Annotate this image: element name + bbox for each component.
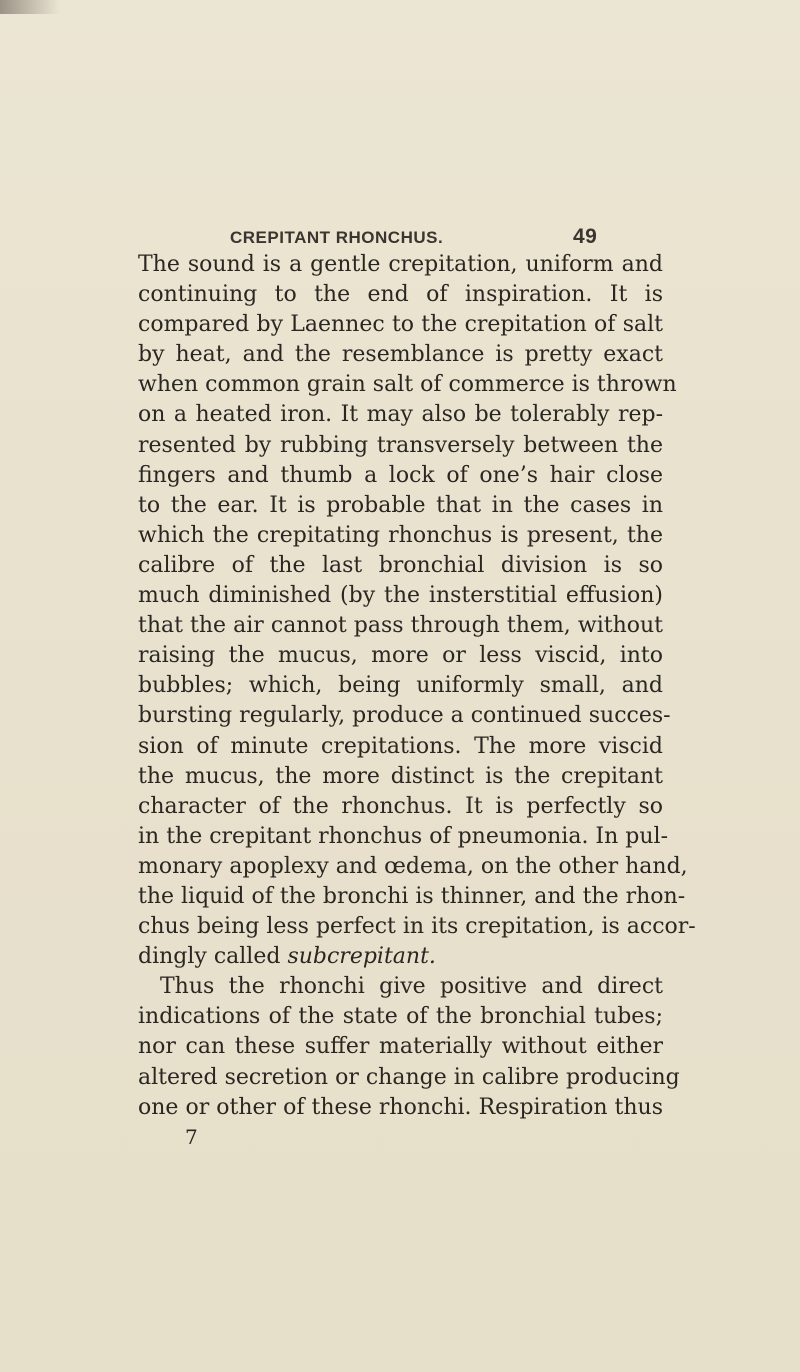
text-line-last — [138, 942, 663, 972]
running-title: CREPITANT RHONCHUS. — [230, 228, 444, 247]
text-line: chus being less perfect in its crepitation, is accor- — [138, 914, 696, 940]
text-line: resented by rubbing transversely between the — [138, 432, 663, 458]
text-line: the liquid of the bronchi is thinner, and the rhon- — [138, 883, 686, 909]
text-line: that the air cannot pass through them, without — [138, 613, 663, 639]
page-corner-shadow — [0, 0, 60, 14]
text-line: raising the mucus, more or less viscid, into — [138, 643, 663, 669]
text-line: nor can these suffer materially without either — [138, 1034, 663, 1060]
text-line: on a heated iron. It may also be tolerably rep- — [138, 402, 663, 428]
text-line: character of the rhonchus. It is perfectly so — [138, 793, 663, 819]
signature-mark: 7 — [185, 1125, 198, 1149]
text-line: when common grain salt of commerce is thrown — [138, 372, 677, 398]
text-line: the mucus, the more distinct is the crepitant — [138, 763, 663, 789]
text-line: compared by Laennec to the crepitation of salt — [138, 312, 663, 338]
text-line: The sound is a gentle crepitation, uniform and — [138, 252, 663, 277]
text-line: in the crepitant rhonchus of pneumonia. In pul- — [138, 823, 669, 849]
body-text — [138, 250, 696, 1123]
text-line: which the crepitating rhonchus is present, the — [138, 522, 663, 548]
text-line: to the ear. It is probable that in the cases in — [138, 492, 663, 518]
text-line: fingers and thumb a lock of one’s hair close — [138, 462, 663, 488]
text-line: calibre of the last bronchial division is so — [138, 552, 663, 578]
text-line: indications of the state of the bronchial tubes; — [138, 1004, 663, 1030]
page-number: 49 — [573, 225, 598, 248]
text-line: bursting regularly, produce a continued succes- — [138, 703, 671, 729]
text-line: bubbles; which, being uniformly small, and — [138, 673, 663, 699]
text-line: much diminished (by the insterstitial effusion) — [138, 583, 663, 609]
italic-term: subcrepitant. — [287, 944, 436, 970]
text-line: by heat, and the resemblance is pretty exact — [138, 342, 663, 368]
text-line: continuing to the end of inspiration. It is — [138, 282, 663, 308]
text-line: monary apoplexy and œdema, on the other hand, — [138, 853, 688, 879]
text-fragment: dingly called — [138, 944, 288, 970]
text-line: Thus the rhonchi give positive and direct — [160, 974, 663, 1000]
text-line: one or other of these rhonchi. Respiration thus — [138, 1094, 663, 1120]
text-line: altered secretion or change in calibre producing — [138, 1064, 680, 1090]
text-line: sion of minute crepitations. The more viscid — [138, 733, 663, 759]
